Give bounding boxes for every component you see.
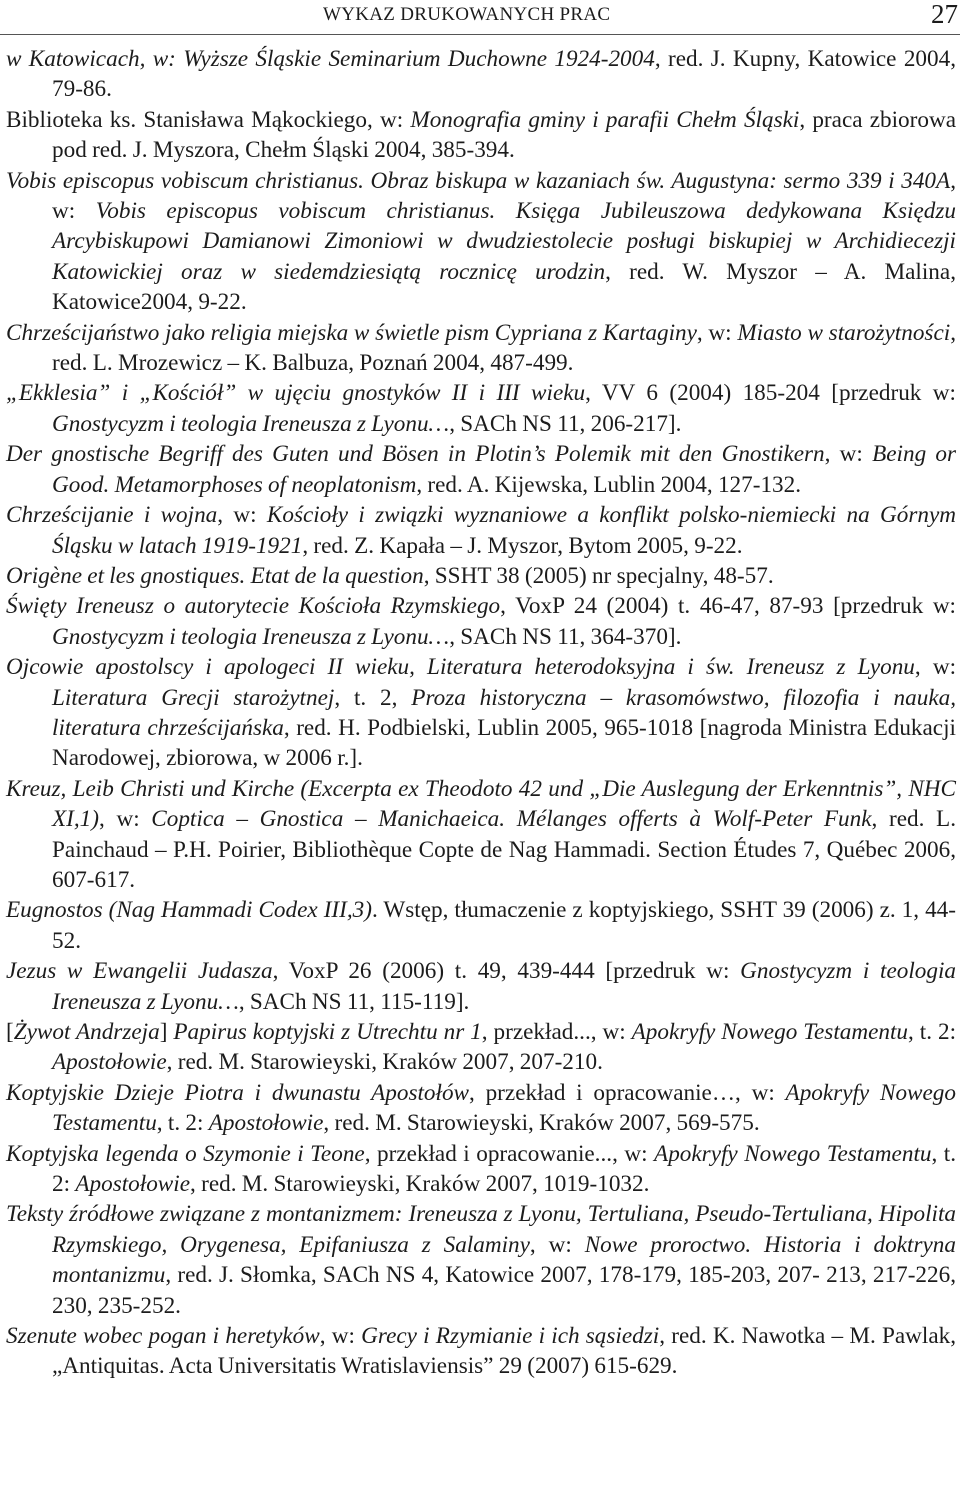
entry-title-text: Nowe proroctwo. Historia i doktryna montanizmu [52,1231,956,1289]
bibliography-entry [6,774,956,896]
entry-text: , w: [319,1323,362,1350]
entry-text: , SACh NS 11, 115-119]. [238,988,470,1015]
entry-title-text: Kreuz, Leib Christi und Kirche (Excerpta ex Theodoto 42 und „Die Auslegung der Erkenntnis”, NHC XI,1) [6,775,956,833]
entry-title-text: Apostołowie [52,1049,167,1076]
bibliography-entry [6,1139,956,1200]
entry-text: , red. Z. Kapała – J. Myszor, Bytom 2005, 9-22. [302,532,743,559]
bibliography-entry [6,500,956,561]
bibliography-entry [6,1078,956,1139]
entry-text: , red. W. Myszor – A. Malina, Katowice2004, 9-22. [52,258,956,316]
bibliography-entry [6,44,956,105]
entry-title-text: Coptica – Gnostica – Manichaeica. Mélanges offerts à Wolf-Peter Funk [151,806,872,833]
page-header [0,0,960,35]
entry-title-text: Chrześcijaństwo jako religia miejska w świetle pism Cypriana z Kartaginy [6,319,697,346]
running-head: WYKAZ DRUKOWANYCH PRAC [323,4,611,25]
entry-text: , w: [529,1231,585,1258]
bibliography-entry [6,378,956,439]
bibliography-list [6,44,956,1382]
entry-title-text: Teksty źródłowe związane z montanizmem: Ireneusza z Lyonu, Tertuliana, Pseudo-Tertuliana, Hipolita Rzymskiego, Orygenesa, Epifaniusza z Salaminy [6,1201,956,1258]
bibliography-entry [6,318,956,379]
entry-text: , VoxP 24 (2004) t. 46-47, 87-93 [przedruk w: [500,593,957,620]
entry-title-text: Jezus w Ewangelii Judasza [6,958,273,985]
entry-text: , w: [824,441,873,468]
entry-title-text: Miasto w starożytności [737,319,951,346]
entry-text: , red. J. Kupny, Katowice 2004, 79-86. [52,46,956,103]
entry-text: , red. M. Starowieyski, Kraków 2007, 1019-1032. [190,1171,650,1198]
entry-title-text: Święty Ireneusz o autorytecie Kościoła Rzymskiego [6,593,501,620]
entry-title-text: Being or Good. Metamorphoses of neoplatonism [52,441,957,498]
entry-title-text: Vobis episcopus vobiscum christianus. Obraz biskupa w kazaniach św. Augustyna: sermo 339 i 340A [6,167,951,194]
entry-text: , red. A. Kijewska, Lublin 2004, 127-132. [416,471,802,498]
entry-text: , przekład i opracowanie…, w: [469,1079,786,1106]
entry-title-text: Koptyjska legenda o Szymonie i Teone [6,1140,365,1167]
page-number: 27 [931,0,958,29]
entry-title-text: w Katowicach, w: [6,46,184,72]
entry-title-text: Gnostycyzm i teologia Ireneusza z Lyonu… [52,623,450,650]
bibliography-entry [6,591,956,652]
entry-text: , w: [217,502,267,529]
entry-title-text: Eugnostos (Nag Hammadi Codex III,3) [6,897,372,924]
entry-text: , red. M. Starowieyski, Kraków 2007, 207-210. [166,1049,603,1076]
entry-title-text: Kościoły i związki wyznaniowe a konflikt polsko-niemiecki na Górnym Śląsku w latach 1919-1921 [52,502,957,559]
entry-text: , t. 2: [156,1110,209,1137]
bibliography-entry [6,1321,956,1382]
entry-text: Biblioteka ks. Stanisława Mąkockiego, w: [6,106,411,133]
bibliography-entry [6,439,956,500]
entry-title-text: Origène et les gnostiques. Etat de la question [6,562,424,589]
entry-title-text: Szenute wobec pogan i heretyków [6,1323,320,1350]
entry-title-text: Żywot Andrzeja [13,1019,160,1045]
entry-text: ] [159,1019,174,1045]
entry-title-text: Wyższe Śląskie Seminarium Duchowne 1924-2004 [183,46,655,72]
entry-text: , SACh NS 11, 364-370]. [449,623,682,650]
bibliography-entry [6,166,956,318]
bibliography-entry [6,956,956,1017]
entry-text: , VV 6 (2004) 185-204 [przedruk w: [585,380,956,407]
entry-title-text: Chrześcijanie i wojna [6,502,218,529]
bibliography-entry [6,561,956,591]
entry-text: , w: [99,806,152,833]
entry-text: , red. L. Painchaud – P.H. Poirier, Bibliothèque Copte de Nag Hammadi. Section Études 7, Québec 2006, 607-617. [52,806,956,893]
entry-text: , w: [914,654,957,681]
entry-text: , w: [696,319,738,346]
entry-title-text: Literatura Grecji starożytnej [52,684,335,711]
bibliography-entry [6,895,956,956]
entry-title-text: Gnostycyzm i teologia Ireneusza z Lyonu… [52,958,957,1015]
entry-text: , t. 2, [334,684,412,711]
entry-text: , SSHT 38 (2005) nr specjalny, 48-57. [423,562,774,589]
entry-text: , t. 2: [908,1019,957,1045]
entry-title-text: Der gnostische Begriff des Guten und Bösen in Plotin’s Polemik mit den Gnostikern [6,441,825,468]
entry-text: . Wstęp, tłumaczenie z koptyjskiego, SSHT 39 (2006) z. 1, 44-52. [52,897,956,954]
entry-text: , SACh NS 11, 206-217]. [449,410,682,437]
entry-title-text: Gnostycyzm i teologia Ireneusza z Lyonu… [52,410,450,437]
entry-title-text: Apokryfy Nowego Testamentu [52,1079,956,1137]
entry-text: , VoxP 26 (2006) t. 49, 439-444 [przedruk w: [272,958,741,985]
entry-title-text: Apostołowie [75,1171,190,1198]
entry-title-text: „Ekklesia” i „Kościół” w ujęciu gnostyków II i III wieku [6,380,586,407]
entry-text: , red. K. Nawotka – M. Pawlak, „Antiquitas. Acta Universitatis Wratislaviensis” 29 (2007) 615-629. [52,1323,957,1380]
entry-title-text: Koptyjskie Dzieje Piotra i dwunastu Apostołów [6,1079,470,1106]
bibliography-entry [6,652,956,774]
entry-title-text: Apokryfy Nowego Testamentu [631,1019,909,1045]
bibliography-entry [6,1199,956,1321]
bibliography-entry [6,105,956,166]
entry-text: , red. M. Starowieyski, Kraków 2007, 569-575. [323,1110,760,1137]
entry-text: , przekład..., w: [481,1019,632,1045]
entry-text: , praca zbiorowa pod red. J. Myszora, Chełm Śląski 2004, 385-394. [52,106,957,164]
entry-title-text: Grecy i Rzymianie i ich sąsiedzi [361,1323,660,1350]
entry-title-text: Ojcowie apostolscy i apologeci II wieku, Literatura heterodoksyjna i św. Ireneusz z Lyonu [6,654,915,681]
entry-text: [ [6,1019,14,1045]
entry-text: , red. J. Słomka, SACh NS 4, Katowice 2007, 178-179, 185-203, 207- 213, 217-226, 230, 235-252. [52,1262,956,1319]
entry-text: , red. L. Mrozewicz – K. Balbuza, Poznań 2004, 487-499. [52,319,956,377]
entry-title-text: Apokryfy Nowego Testamentu [654,1140,932,1167]
entry-text: , w: [52,167,956,225]
entry-text: , t. 2: [52,1140,957,1198]
entry-title-text: Papirus koptyjski z Utrechtu nr 1 [173,1019,482,1045]
bibliography-entry [6,1017,956,1078]
entry-text: , przekład i opracowanie..., w: [364,1140,655,1167]
entry-text: , red. H. Podbielski, Lublin 2005, 965-1018 [nagroda Ministra Edukacji Narodowej, zbiorowa, w 2006 r.]. [52,714,956,772]
entry-title-text: Vobis episcopus vobiscum christianus. Księga Jubileuszowa dedykowana Księdzu Arcybiskupowi Damianowi Zimoniowi w dwudziestolecie posługi biskupiej w Archidiecezji Katowickiej oraz w siedemdziesiątą rocznicę urodzin [52,198,956,285]
entry-title-text: Monografia gminy i parafii Chełm Śląski [410,106,800,133]
entry-title-text: Apostołowie [208,1110,324,1137]
entry-title-text: Proza historyczna – krasomówstwo, filozofia i nauka, literatura chrześcijańska [52,684,956,741]
